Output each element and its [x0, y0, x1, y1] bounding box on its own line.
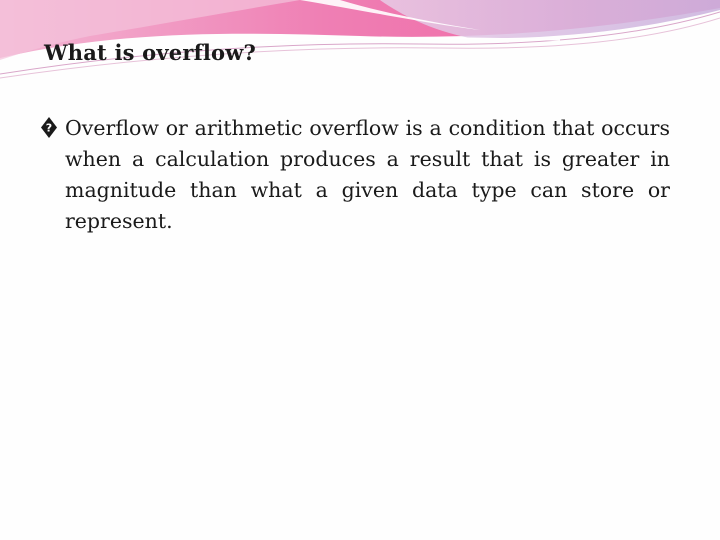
bullet-item — [40, 113, 670, 237]
slide-body — [40, 113, 670, 237]
bullet-text: Overflow or arithmetic overflow is a condition that occurs when a calculation produces a result that is greater in magnitude than what a given data type can store or represent. — [65, 116, 670, 233]
slide-title: What is overflow? — [44, 40, 257, 65]
missing-glyph-icon — [40, 116, 58, 139]
svg-text:?: ? — [45, 121, 53, 135]
